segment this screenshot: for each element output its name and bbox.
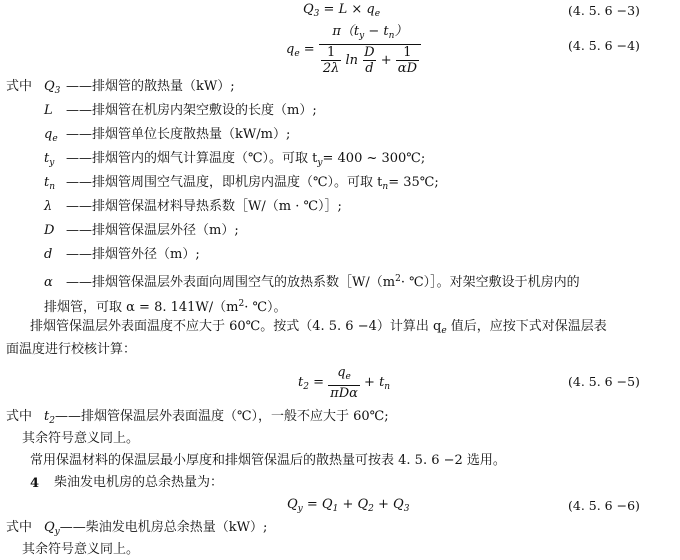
symbol: L (44, 103, 53, 118)
symbol: D (44, 223, 55, 238)
definition-item: λ ——排烟管保温材料导热系数［W/（m · ℃）］; (44, 199, 342, 214)
definition-rest: 其余符号意义同上。 (22, 542, 140, 557)
symbol: α (44, 275, 53, 290)
definition-item: α ——排烟管保温层外表面向周围空气的放热系数$[W/(m^2\cdot$ ℃）］。对架空敷设于机房内的 (44, 274, 580, 290)
equation-t2: $t_2$ = $\frac{q_e}{\text{πDα}}$ + $t_n$ (298, 365, 391, 401)
where-label: 式中 (6, 520, 33, 535)
definition-item: D ——排烟管保温层外径（m）; (44, 223, 239, 238)
paragraph-line: 常用保温材料的保温层最小厚度和排烟管保温后的散热量可按表 4. 5. 6 −2 选用。 (30, 453, 506, 468)
definition-item: $q_e$ ——排烟管单位长度散热量（kW/m）; (44, 127, 290, 147)
where-label: 式中 (6, 79, 33, 94)
item-text: 柴油发电机房的总余热量为： (54, 475, 224, 490)
definition-item: L ——排烟管在机房内架空敷设的长度（m）; (44, 103, 317, 118)
symbol: d (44, 247, 53, 262)
equation-qe: $q_e$ = $\pi(t_y - t_n)$ $\frac{1}{2\lambda}$ ln $\frac{D}{d}$ + $\frac{1}{\alpha D}$ (286, 24, 421, 76)
definition-item: d ——排烟管外径（m）; (44, 247, 200, 262)
paragraph-line: 排烟管保温层外表面温度不应大于 60℃。按式（4. 5. 6 −4）计算出 $q_e$ 值后，应按下式对保温层表 (30, 319, 607, 336)
definition-continuation: 排烟管，可取 α = 8. $141W/(m^2\cdot$ ℃）。 (44, 299, 287, 315)
item-number: 4 (30, 476, 40, 491)
symbol: $q_e$ (44, 127, 58, 144)
symbol: $t_n$ (44, 175, 56, 192)
definition-rest: 其余符号意义同上。 (22, 431, 140, 446)
symbol: λ (44, 199, 53, 214)
equation-qy: $Q_y = Q_1 + Q_2 + Q_3$ (287, 497, 410, 514)
equation-number: (4. 5. 6 −6) (568, 498, 640, 513)
equation-number: (4. 5. 6 −5) (568, 374, 640, 389)
definition-item: $t_2——$排烟管保温层外表面温度（℃），一般不应大于 60℃; (44, 409, 389, 426)
definition-item: $t_n$ ——排烟管周围空气温度，即机房内温度（℃）。可取 $t_n=$ 35℃; (44, 175, 439, 195)
definition-item: $Q_y——$柴油发电机房总余热量（kW）; (44, 520, 268, 537)
definition-item: $t_y$ ——排烟管内的烟气计算温度（℃）。可取 $t_y= 400$ ~ 300℃; (44, 151, 425, 171)
definition-item: $Q_3$ ——排烟管的散热量（kW）; (44, 79, 235, 99)
symbol: $Q_3$ (44, 79, 61, 96)
equation-number: (4. 5. 6 −4) (568, 38, 640, 53)
fraction-qe: $\pi(t_y - t_n)$ $\frac{1}{2\lambda}$ ln $\frac{D}{d}$ + $\frac{1}{\alpha D}$ (319, 24, 421, 76)
paragraph-line: 面温度进行校核计算： (6, 342, 137, 357)
equation-q3: $Q_3 = L \times q_e$ (303, 2, 381, 19)
symbol: $t_y$ (44, 151, 55, 168)
where-label: 式中 (6, 409, 33, 424)
equation-number: (4. 5. 6 −3) (568, 3, 640, 18)
